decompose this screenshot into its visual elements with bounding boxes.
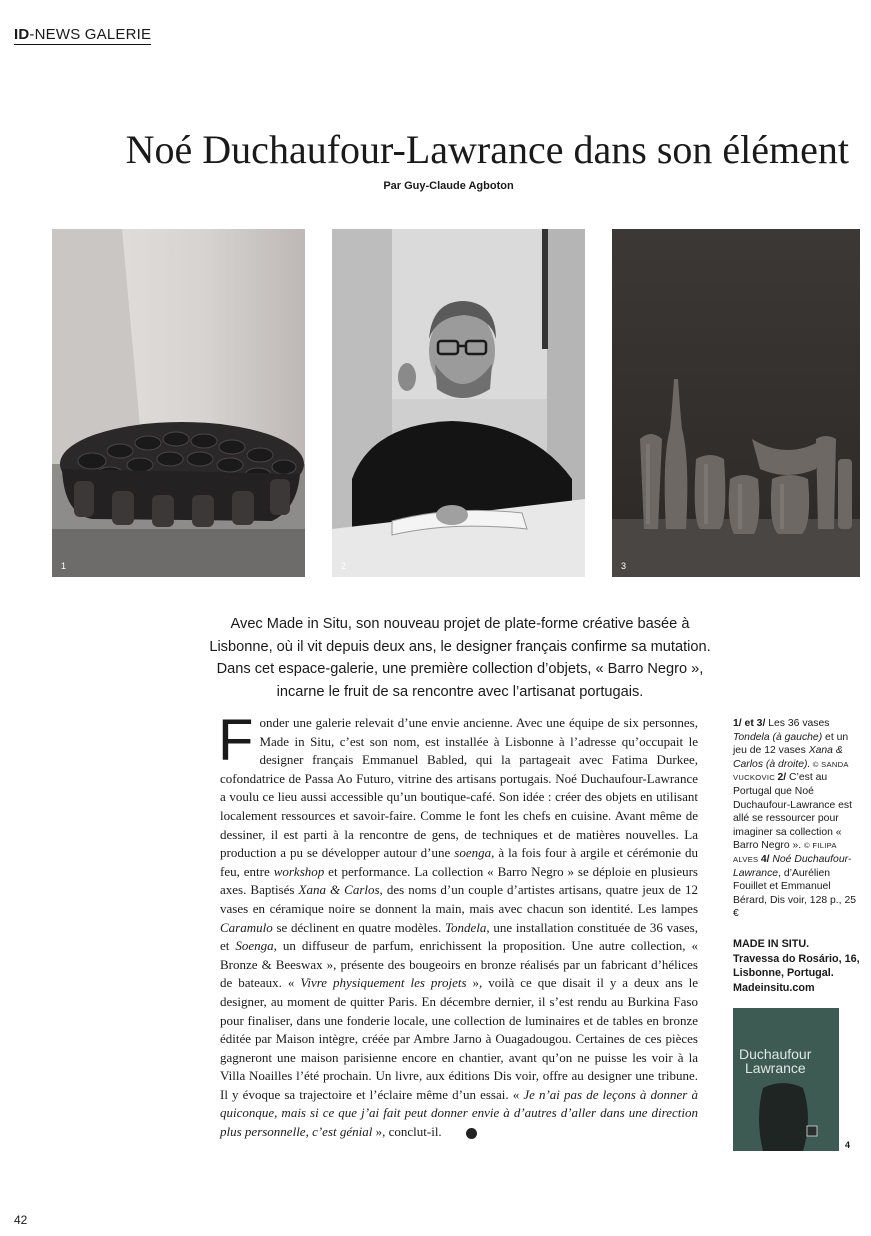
lead-paragraph: Avec Made in Situ, son nouveau projet de plate-forme créative basée à Lisbonne, où il vit depuis deux ans, le designer français confirme sa mutation. Dans cet espace-galerie, une première collection d’objets, « Barro Negro », incarne le fruit de sa rencontre avec l’artisanat portugais. (209, 616, 711, 700)
section-header-rest: -NEWS GALERIE (29, 26, 152, 43)
photo-number: 2 (341, 561, 347, 571)
body-italic: Caramulo (220, 919, 273, 935)
caption-text: Les 36 vases (765, 718, 830, 729)
body-italic: Soenga (235, 938, 274, 954)
drop-cap: F (218, 708, 254, 773)
body-text: », voilà ce que disait il y a deux ans le designer, au moment de quitter Paris. En décembre dernier, il s’est rendu au Burkina Faso pour finaliser, dans une fonderie locale, une collection de luminaires et de tables en bronze éditée par Maison intègre, créée par Ambre Jarno à Ouagadougou. Certaines de ces pièces gagneront une maison parisienne encore en chantier, avant qu’on ne puisse les voir à la Villa Noailles l’été prochain. Un livre, aux éditions Dis voir, offre au designer une tribune. Il y évoque sa trajectoire et l’éclaire même d’un essai. « (220, 975, 698, 1102)
caption-ref: 2/ (777, 772, 787, 784)
book-cover (733, 1008, 839, 1151)
body-italic: Vivre physiquement les projets (300, 975, 467, 991)
caption-italic: Noé Duchaufour-Lawrance (733, 853, 852, 879)
photo-designer-portrait (332, 229, 585, 577)
caption-text: , d’Aurélien Fouillet et Emmanuel Bérard, Dis voir, 128 p., 25 € (733, 867, 857, 920)
body-text: , un diffuseur de parfum, enrichissent la proposition. Une autre collection, « Bronze & Beeswax », présente des bougeoirs en bronze réalisés par un fabricant d’hélices de bateaux. « (220, 938, 698, 991)
photo-ceramic-vessels (52, 229, 305, 577)
section-header (14, 26, 151, 45)
body-italic: Je n’ai pas de leçons à donner à quiconque, mais si ce que j’ai fait peut donner envie à d’autres d’aller dans une direction plus personnelle, c’est génial (220, 1086, 698, 1140)
photo-credit: © SANDA VUCKOVIC (733, 759, 849, 783)
body-text: des noms d’un couple d’artistes artisans, quatre jeux de 12 vases en céramique noire se donnent la main, mais avec chacun son identité. Les lampes (220, 882, 698, 916)
caption-ref: 4/ (760, 853, 770, 865)
address-website[interactable]: Madeinsitu.com (733, 981, 815, 994)
end-mark-icon (466, 1128, 477, 1139)
byline: Par Guy-Claude Agboton (383, 180, 514, 192)
article-title: Noé Duchaufour-Lawrance dans son élément (125, 127, 849, 172)
address-name: MADE IN SITU. (733, 938, 810, 950)
book-title-line2: Lawrance (745, 1060, 806, 1076)
page-number: 42 (14, 1213, 28, 1227)
body-text: onder une galerie relevait d’une envie ancienne. Avec une équipe de six personnes, Made in Situ, c’est son nom, est installée à Lisbonne à l’adresse qu’occupait le designer français Emmanuel Babled, qui la partageait avec Fatima Durkee, cofondatrice de Passa Ao Futuro, vitrine des artisans portugais. Noé Duchaufour-Lawrance a voulu ce lieu aussi accessible qu’un boutique-café. Son idée : créer des objets en utilisant localement ressources et savoir-faire. Comme le font les chefs en cuisine. Avant même de dessiner, il est parti à la rencontre de gens, de techniques et de matières nouvelles. La production a pu se développer autour d’une (220, 715, 698, 861)
body-italic: workshop (273, 863, 325, 879)
body-text: une installation constituée de 36 vases, et (220, 919, 698, 954)
body-italic: Tondela, (444, 919, 490, 935)
body-italic: soenga, (454, 845, 495, 861)
address-street: Travessa do Rosário, 16, (733, 952, 860, 965)
address-city: Lisbonne, Portugal. (733, 967, 834, 979)
photo-vases (612, 229, 860, 577)
body-italic: Xana & Carlos, (298, 882, 383, 898)
gallery-address (733, 937, 865, 995)
section-header-bold: ID (14, 26, 30, 43)
caption-italic: Xana & Carlos (à droite). (733, 745, 843, 770)
article-body (218, 708, 699, 1142)
body-text: à la fois four à argile et cérémonie du feu, entre (220, 845, 699, 879)
book-title-line1: Duchaufour (739, 1046, 812, 1062)
body-text: », conclut-il. (372, 1124, 442, 1140)
photo-number: 3 (621, 561, 627, 571)
photo-credit: © FILIPA ALVES (733, 841, 837, 864)
body-text: se déclinent en quatre modèles. (272, 919, 445, 935)
photo-caption (733, 717, 863, 921)
caption-ref: 1/ et 3/ (733, 718, 766, 729)
caption-text: C’est au Portugal que Noé Duchaufour-Lawrance est allé se ressourcer pour imaginer sa collection « Barro Negro ». (733, 772, 852, 852)
caption-italic: Tondela (à gauche) (733, 731, 823, 743)
photo-number: 4 (845, 1140, 851, 1150)
body-text: et performance. La collection « Barro Negro » se déploie en plusieurs axes. Baptisés (220, 863, 698, 898)
caption-text: et un jeu de 12 vases (733, 731, 849, 757)
photo-number: 1 (61, 561, 67, 571)
